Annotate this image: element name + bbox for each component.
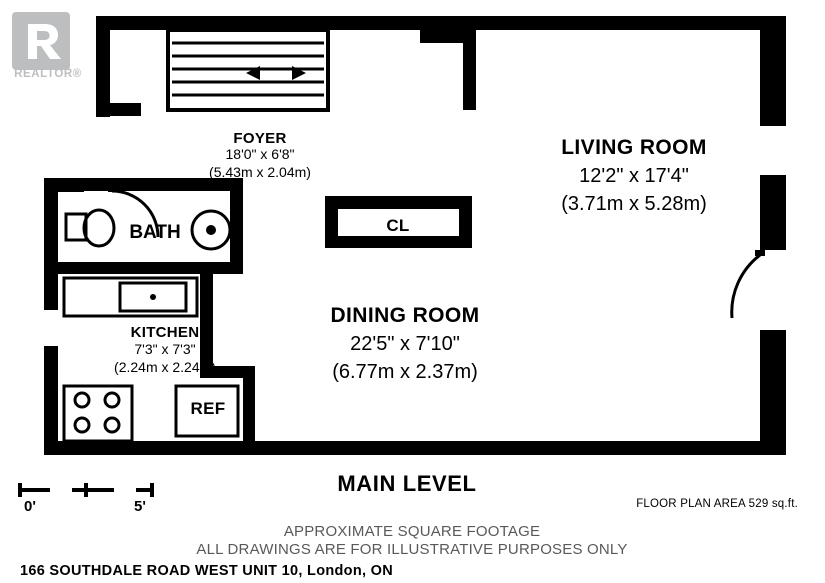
disclaimer-line-1: APPROXIMATE SQUARE FOOTAGE (283, 523, 541, 540)
room-dim-kitchen-imperial: 7'3" x 7'3" (134, 341, 196, 357)
scale-start-label: 0' (24, 498, 36, 515)
room-label-kitchen: KITCHEN (130, 324, 200, 341)
fridge-tag: REF (190, 399, 226, 418)
floor-area-note: FLOOR PLAN AREA 529 sq.ft. (636, 498, 798, 510)
room-dim-kitchen-metric: (2.24m x 2.24m) (114, 359, 216, 375)
room-dim-dining-metric: (6.77m x 2.37m) (332, 361, 478, 383)
room-label-bath: BATH (129, 222, 181, 243)
room-dim-living-imperial: 12'2" x 17'4" (579, 165, 689, 187)
room-label-living-room: LIVING ROOM (561, 136, 707, 159)
tub-fixture (64, 278, 197, 316)
toilet-fixture (66, 210, 114, 246)
scale-bar (18, 483, 154, 497)
room-label-dining-room: DINING ROOM (330, 304, 480, 327)
scale-end-label: 5' (134, 498, 146, 515)
room-dim-foyer-imperial: 18'0" x 6'8" (225, 146, 295, 162)
disclaimer-line-2: ALL DRAWINGS ARE FOR ILLUSTRATIVE PURPOSES ONLY (196, 541, 628, 558)
patio-door (732, 255, 760, 318)
room-dim-foyer-metric: (5.43m x 2.04m) (209, 164, 311, 180)
property-address: 166 SOUTHDALE ROAD WEST UNIT 10, London, ON (20, 563, 393, 579)
level-title: MAIN LEVEL (337, 471, 477, 496)
stove-fixture (64, 386, 132, 441)
room-dim-living-metric: (3.71m x 5.28m) (561, 193, 707, 215)
room-dim-dining-imperial: 22'5" x 7'10" (350, 333, 460, 355)
room-label-foyer: FOYER (233, 130, 287, 147)
stairs (168, 30, 328, 110)
closet-tag: CL (386, 216, 410, 235)
realtor-wordmark: REALTOR® (14, 68, 82, 80)
